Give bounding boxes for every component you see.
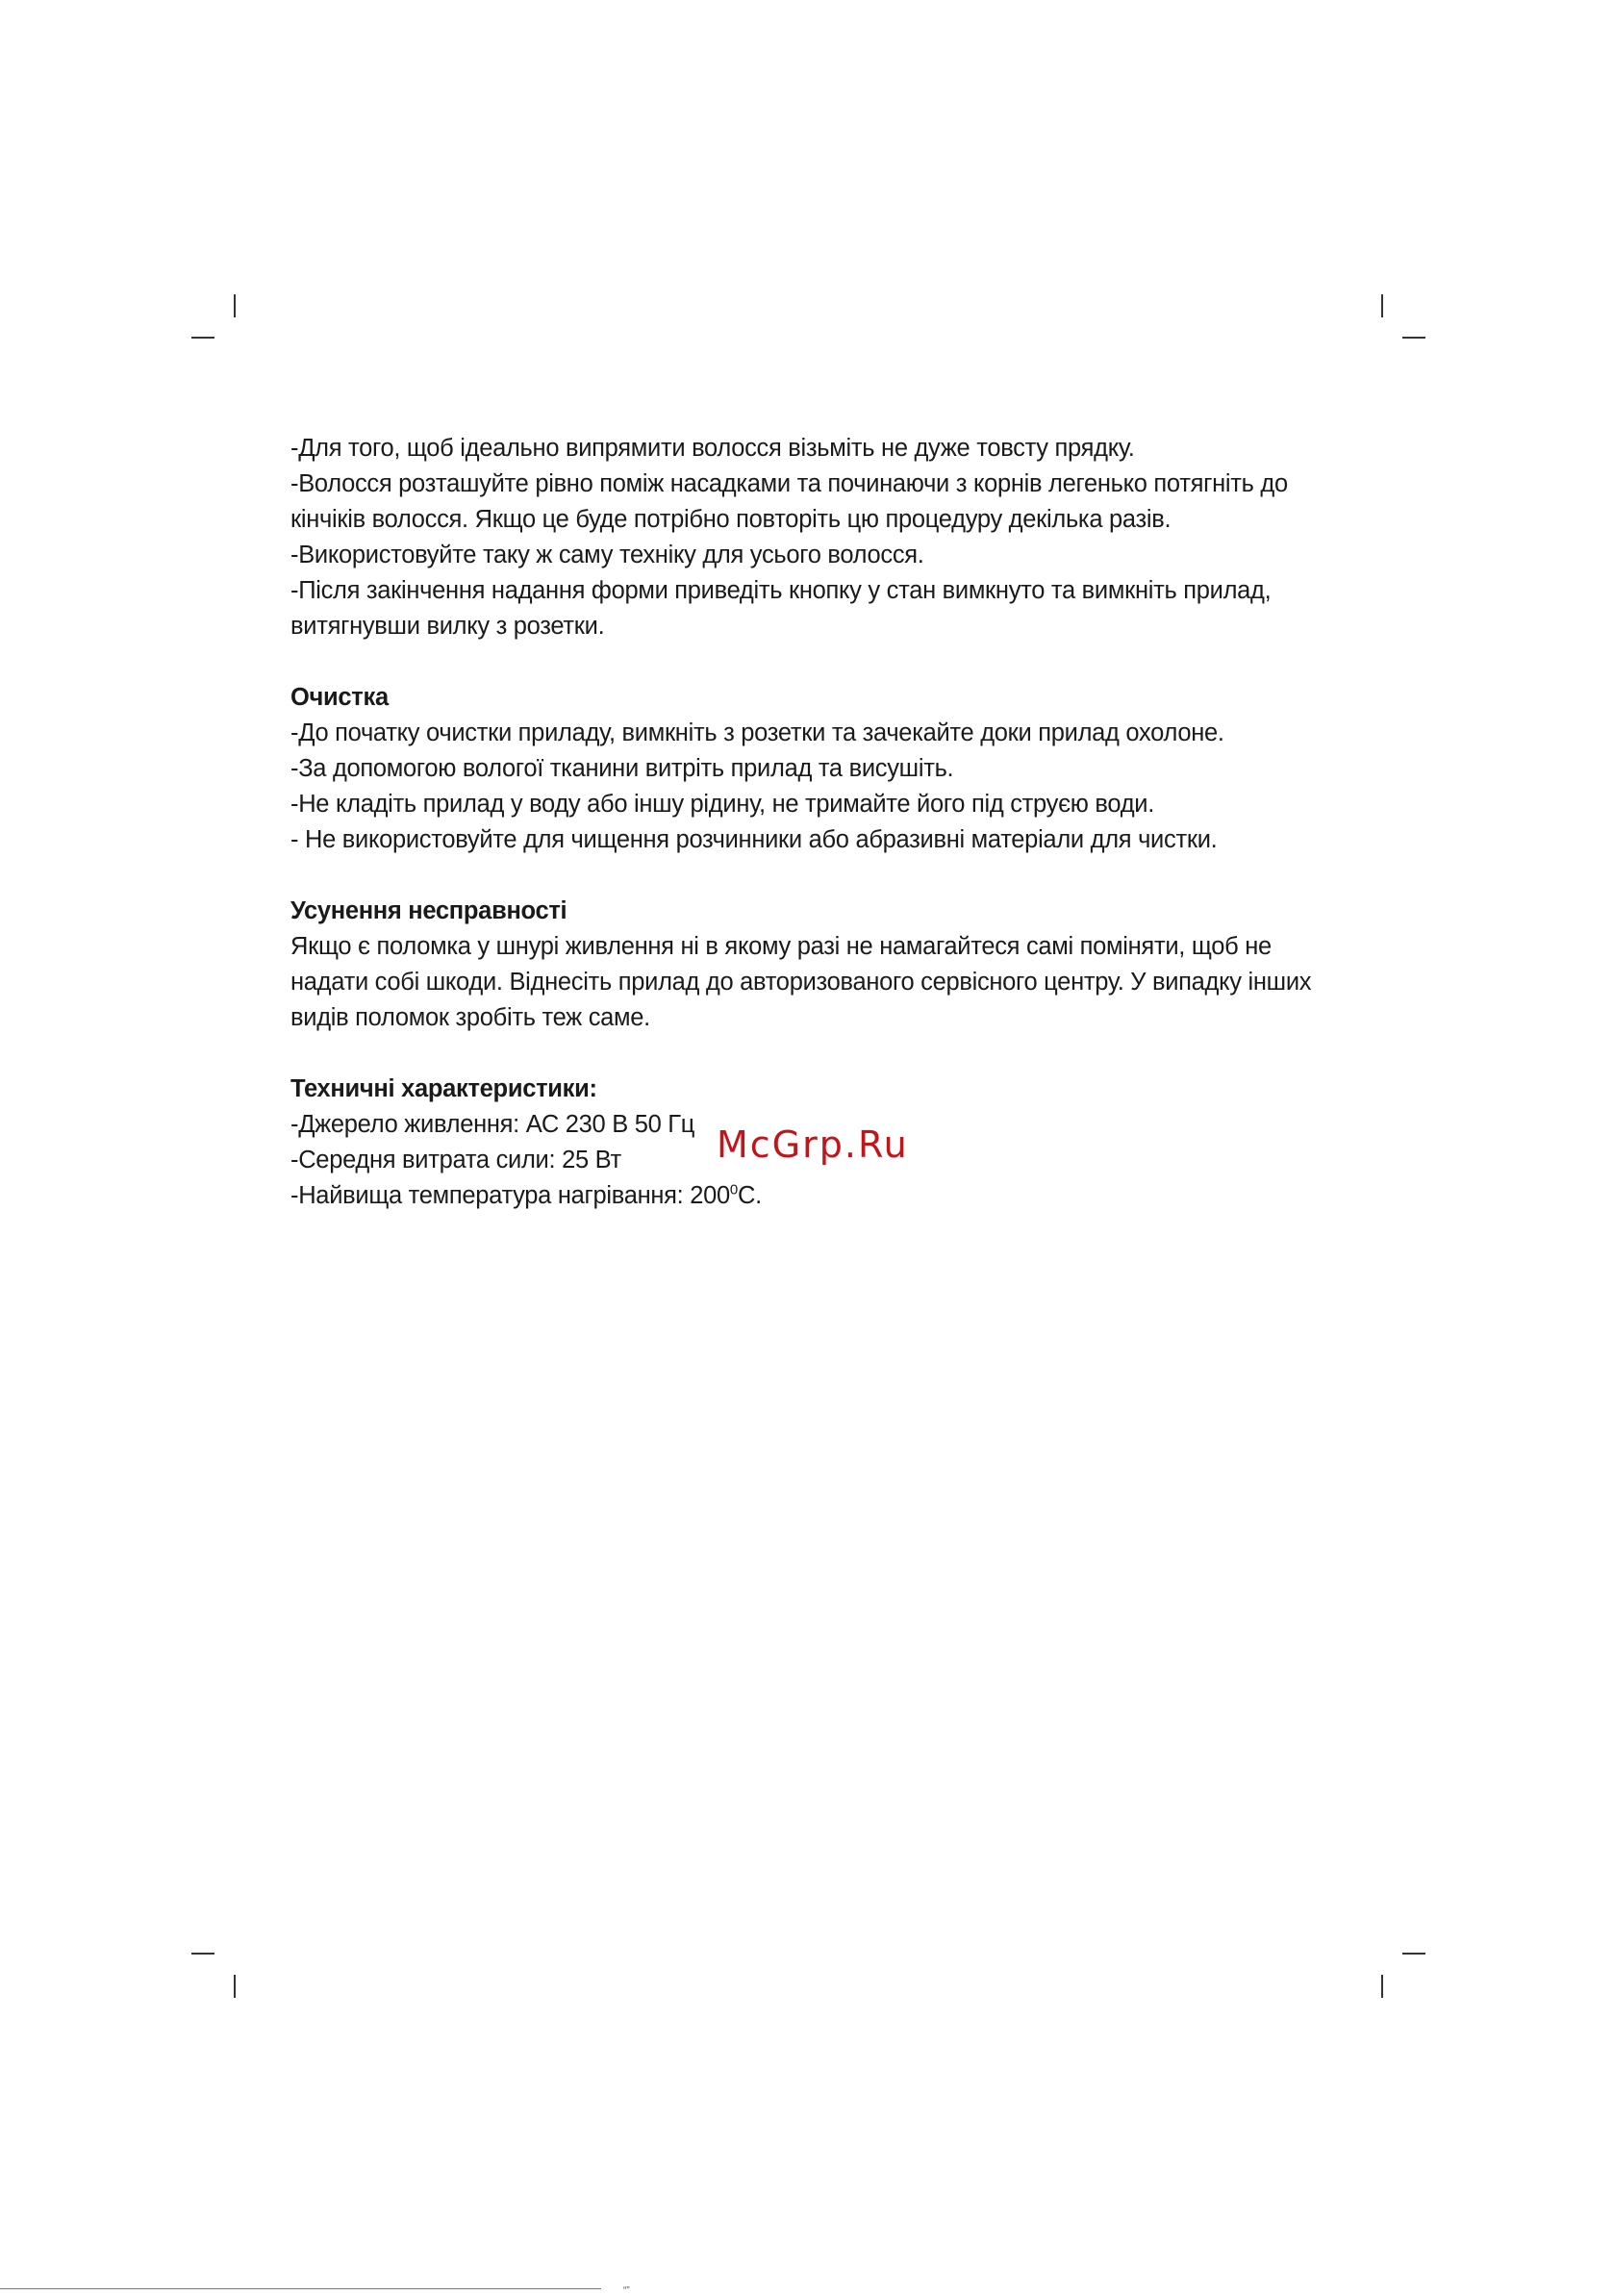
intro-paragraph: -Волосся розташуйте рівно поміж насадками та починаючи з корнів легенько потягніть до кінчіків волосся. Якщо це буде потрібно повторіть цю процедуру декілька разів. xyxy=(290,470,1288,533)
spec-max-temperature-value: -Найвища температура нагрівання: 200 xyxy=(290,1182,730,1209)
cleaning-heading: Очистка xyxy=(290,684,389,711)
intro-paragraph: -Для того, щоб ідеально випрямити волосся візьміть не дуже товсту прядку. xyxy=(290,435,1135,462)
specs-heading: Техничні характеристики: xyxy=(290,1075,597,1102)
spec-max-temperature-unit: С. xyxy=(737,1182,762,1209)
troubleshooting-text: Якщо є поломка у шнурі живлення ні в якому разі не намагайтеся самі поміняти, щоб не надати собі шкоди. Віднесіть прилад до авторизованого сервісного центру. У випадку інших видів поломок зробіть теж саме. xyxy=(290,933,1312,1031)
crop-mark-bottom-right-vertical xyxy=(1381,1975,1383,1998)
spec-power-source: -Джерело живлення: АС 230 В 50 Гц xyxy=(290,1111,695,1138)
crop-mark-bottom-left-horizontal xyxy=(191,1953,214,1955)
cleaning-item: -До початку очистки приладу, вимкніть з розетки та зачекайте доки прилад охолоне. xyxy=(290,719,1224,746)
troubleshooting-section xyxy=(290,894,1329,1036)
cleaning-item: -За допомогою вологої тканини витріть прилад та висушіть. xyxy=(290,755,954,782)
spec-max-temperature xyxy=(290,1178,1329,1214)
crop-mark-top-left-horizontal xyxy=(191,337,214,339)
footer-mark: “” xyxy=(623,2285,630,2296)
troubleshooting-heading: Усунення несправності xyxy=(290,897,567,924)
watermark: McGrp.Ru xyxy=(717,1123,909,1166)
crop-mark-top-left-vertical xyxy=(234,294,236,317)
cleaning-item: - Не використовуйте для чищення розчинники або абразивні матеріали для чистки. xyxy=(290,826,1218,853)
crop-mark-bottom-right-horizontal xyxy=(1402,1953,1425,1955)
spec-consumption: -Середня витрата сили: 25 Вт xyxy=(290,1147,621,1173)
footer-rule xyxy=(0,2288,601,2289)
document-body xyxy=(290,431,1329,1214)
intro-paragraph: -Використовуйте таку ж саму техніку для усього волосся. xyxy=(290,542,924,568)
cleaning-item: -Не кладіть прилад у воду або іншу рідину, не тримайте його під струєю води. xyxy=(290,791,1155,818)
cleaning-section xyxy=(290,680,1329,858)
degree-superscript: 0 xyxy=(729,1181,738,1198)
intro-section xyxy=(290,431,1329,644)
intro-paragraph: -Після закінчення надання форми приведіть кнопку у стан вимкнуто та вимкніть прилад, витягнувши вилку з розетки. xyxy=(290,577,1272,640)
crop-mark-top-right-vertical xyxy=(1381,294,1383,317)
crop-mark-bottom-left-vertical xyxy=(234,1975,236,1998)
crop-mark-top-right-horizontal xyxy=(1402,337,1425,339)
